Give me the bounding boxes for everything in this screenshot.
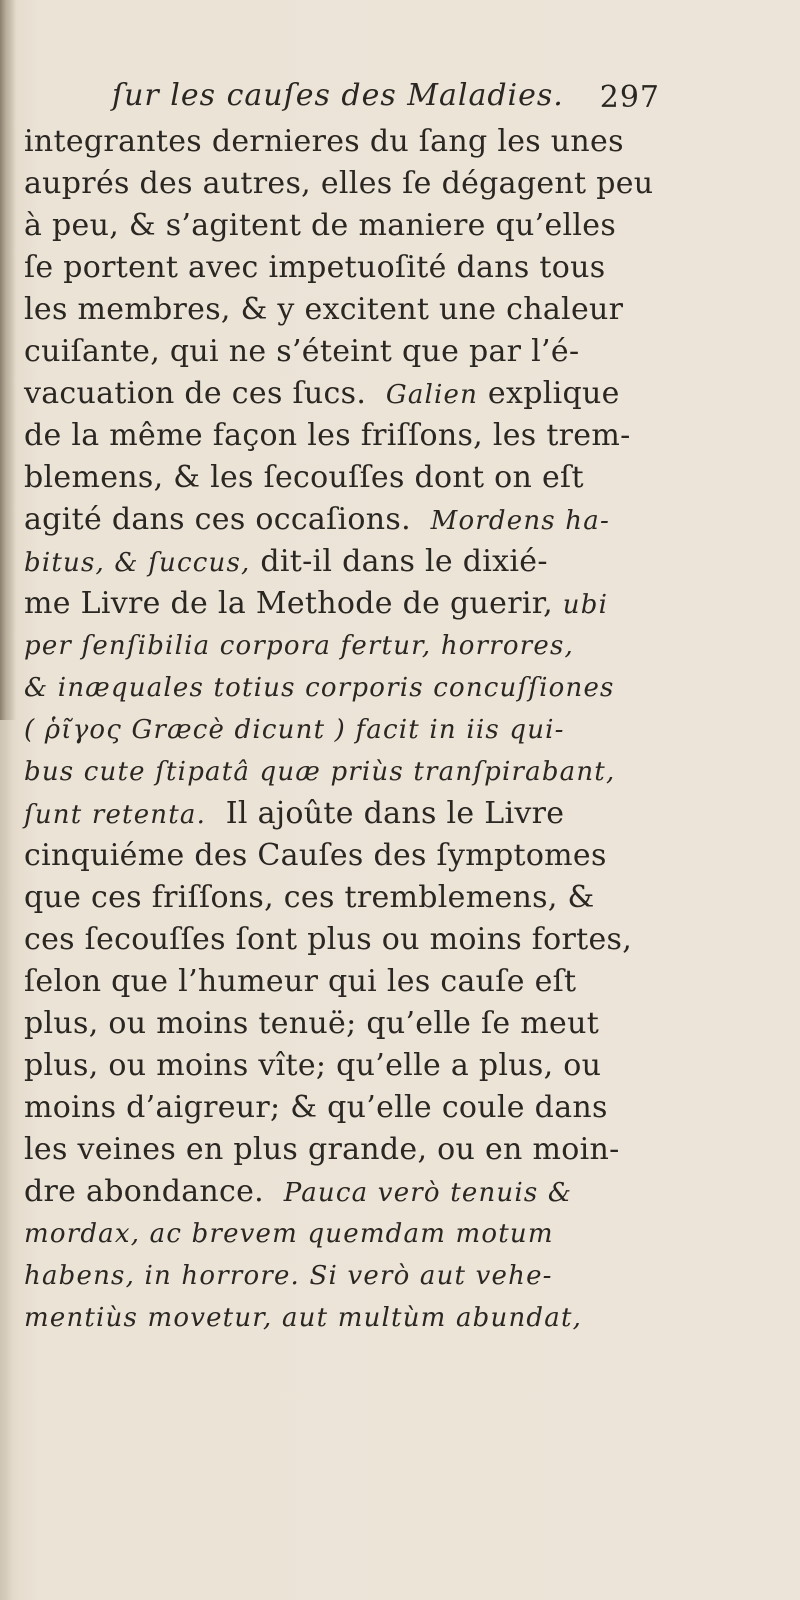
text-line-1: integrantes dernieres du ſang les unes xyxy=(24,124,624,159)
text-segment: vacuation de ces ſucs. xyxy=(24,376,367,411)
text-line-3: à peu, & s’agitent de maniere qu’elles xyxy=(24,208,617,243)
latin-line-2: & inæquales totius corporis concuſſiones xyxy=(24,673,615,703)
text-segment: agité dans ces occaſions. xyxy=(24,502,411,537)
text-line-19: plus, ou moins vîte; qu’elle a plus, ou xyxy=(24,1048,602,1083)
text-segment: dre abondance. xyxy=(24,1174,265,1209)
text-segment: dit-il dans le dixié- xyxy=(260,544,548,579)
body-text xyxy=(24,121,674,1339)
text-line-18: plus, ou moins tenuë; qu’elle ſe meut xyxy=(24,1006,600,1041)
text-line-8: de la même façon les friſſons, les trem- xyxy=(24,418,631,453)
text-line-6: cuiſante, qui ne s’éteint que par l’é- xyxy=(24,334,580,369)
text-line-2: auprés des autres, elles ſe dégagent peu xyxy=(24,166,654,201)
text-line-14: cinquiéme des Cauſes des ſymptomes xyxy=(24,838,607,873)
latin-line-1: per ſenſibilia corpora fertur, horrores, xyxy=(24,631,574,661)
latin-quote: Mordens ha- xyxy=(430,506,610,536)
text-segment: explique xyxy=(487,376,620,411)
text-line-10 xyxy=(24,499,674,541)
running-head xyxy=(112,78,660,118)
text-segment: Il ajoûte dans le Livre xyxy=(225,796,565,831)
text-line-22 xyxy=(24,1171,674,1213)
text-line-21: les veines en plus grande, ou en moin- xyxy=(24,1132,620,1167)
gutter-shadow xyxy=(0,0,16,720)
latin-quote: Pauca verò tenuis & xyxy=(283,1178,573,1208)
text-line-4: ſe portent avec impetuoſité dans tous xyxy=(24,250,606,285)
text-line-12 xyxy=(24,583,674,625)
latin-line-4: bus cute ſtipatâ quæ priùs tranſpirabant, xyxy=(24,757,616,787)
text-line-17: ſelon que l’humeur qui les cauſe eſt xyxy=(24,964,577,999)
latin-quote: ubi xyxy=(562,590,609,620)
text-line-5: les membres, & y excitent une chaleur xyxy=(24,292,624,327)
text-line-13 xyxy=(24,793,674,835)
page-number: 297 xyxy=(599,80,660,115)
latin-quote: ſunt retenta. xyxy=(24,800,207,830)
text-line-15: que ces friſſons, ces tremblemens, & xyxy=(24,880,595,915)
text-line-11 xyxy=(24,541,674,583)
text-line-20: moins d’aigreur; & qu’elle coule dans xyxy=(24,1090,608,1125)
text-line-7 xyxy=(24,373,674,415)
text-line-9: blemens, & les ſecouſſes dont on eſt xyxy=(24,460,584,495)
latin-quote: bitus, & ſuccus, xyxy=(24,548,251,578)
text-segment: me Livre de la Methode de guerir, xyxy=(24,586,553,621)
latin-line-7: mentiùs movetur, aut multùm abundat, xyxy=(24,1303,583,1333)
gutter-shadow-lower xyxy=(0,720,16,1600)
latin-line-5: mordax, ac brevem quemdam motum xyxy=(24,1219,554,1249)
latin-line-3: ( ῥῖγος Græcè dicunt ) facit in iis qui- xyxy=(24,715,565,745)
italic-name-galien: Galien xyxy=(385,380,479,410)
latin-line-6: habens, in horrore. Si verò aut vehe- xyxy=(24,1261,553,1291)
text-line-16: ces ſecouſſes ſont plus ou moins fortes, xyxy=(24,922,633,957)
running-title: ſur les cauſes des Maladies. xyxy=(112,78,564,113)
